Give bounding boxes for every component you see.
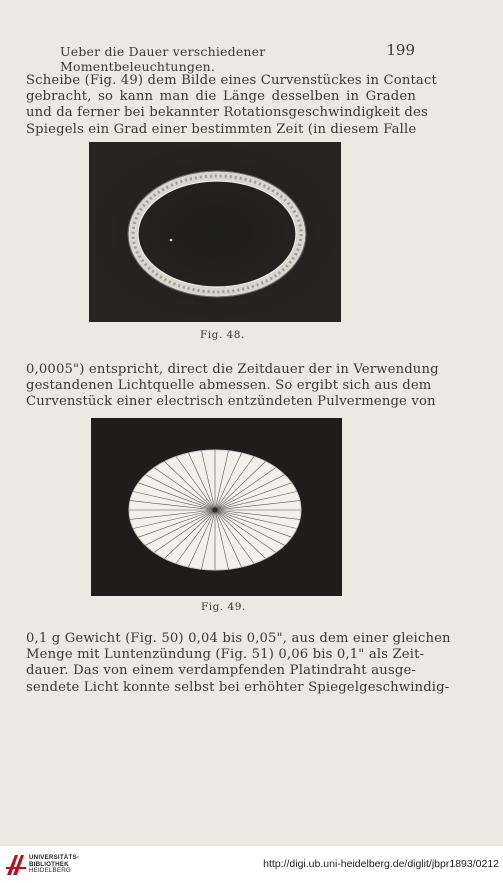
logo-line: HEIDELBERG [29, 867, 71, 875]
logo-line: UNIVERSITÄTS- [29, 854, 80, 861]
text-line: gestandenen Lichtquelle abmessen. So ergibt sich aus dem [26, 378, 432, 394]
library-logo-text [29, 855, 79, 875]
library-logo-icon [5, 853, 27, 877]
figure-49-caption: Fig. 49. [201, 601, 246, 613]
paragraph-3 [26, 631, 451, 696]
text-line: Menge mit Luntenzündung (Fig. 51) 0,06 bis 0,1" als Zeit- [26, 647, 425, 663]
text-line: 0,0005") entspricht, direct die Zeitdauer der in Verwendung [26, 362, 439, 377]
text-line: sendete Licht konnte selbst bei erhöhter Spiegelgeschwindig- [26, 679, 450, 695]
text-line: dauer. Das von einem verdampfenden Platindraht ausge- [26, 663, 416, 679]
logo-line: BIBLIOTHEK [29, 860, 69, 868]
page-number: 199 [386, 41, 415, 59]
text-line: und da ferner bei bekannter Rotationsgeschwindigkeit des [26, 105, 428, 121]
footer-bar [0, 846, 503, 883]
text-line: Curvenstück einer electrisch entzündeten Pulvermenge von [26, 394, 436, 410]
paragraph-1 [26, 73, 437, 138]
text-line: gebracht, so kann man die Länge desselben in Graden [26, 89, 416, 105]
text-line: 0,1 g Gewicht (Fig. 50) 0,04 bis 0,05", aus dem einer gleichen [26, 631, 451, 646]
paragraph-2 [26, 362, 439, 411]
source-url-link[interactable]: http://digi.ub.uni-heidelberg.de/diglit/jbpr1893/0212 [263, 858, 499, 870]
text-line: Scheibe (Fig. 49) dem Bilde eines Curvenstückes in Contact [26, 73, 437, 88]
figure-48-caption: Fig. 48. [200, 329, 245, 341]
running-title: Ueber die Dauer verschiedener Momentbeleuchtungen. [60, 44, 266, 74]
figure-49-disc-image [91, 418, 342, 596]
text-line: Spiegels ein Grad einer bestimmten Zeit (in diesem Falle [26, 121, 417, 137]
figure-48-ring-image [89, 142, 341, 322]
